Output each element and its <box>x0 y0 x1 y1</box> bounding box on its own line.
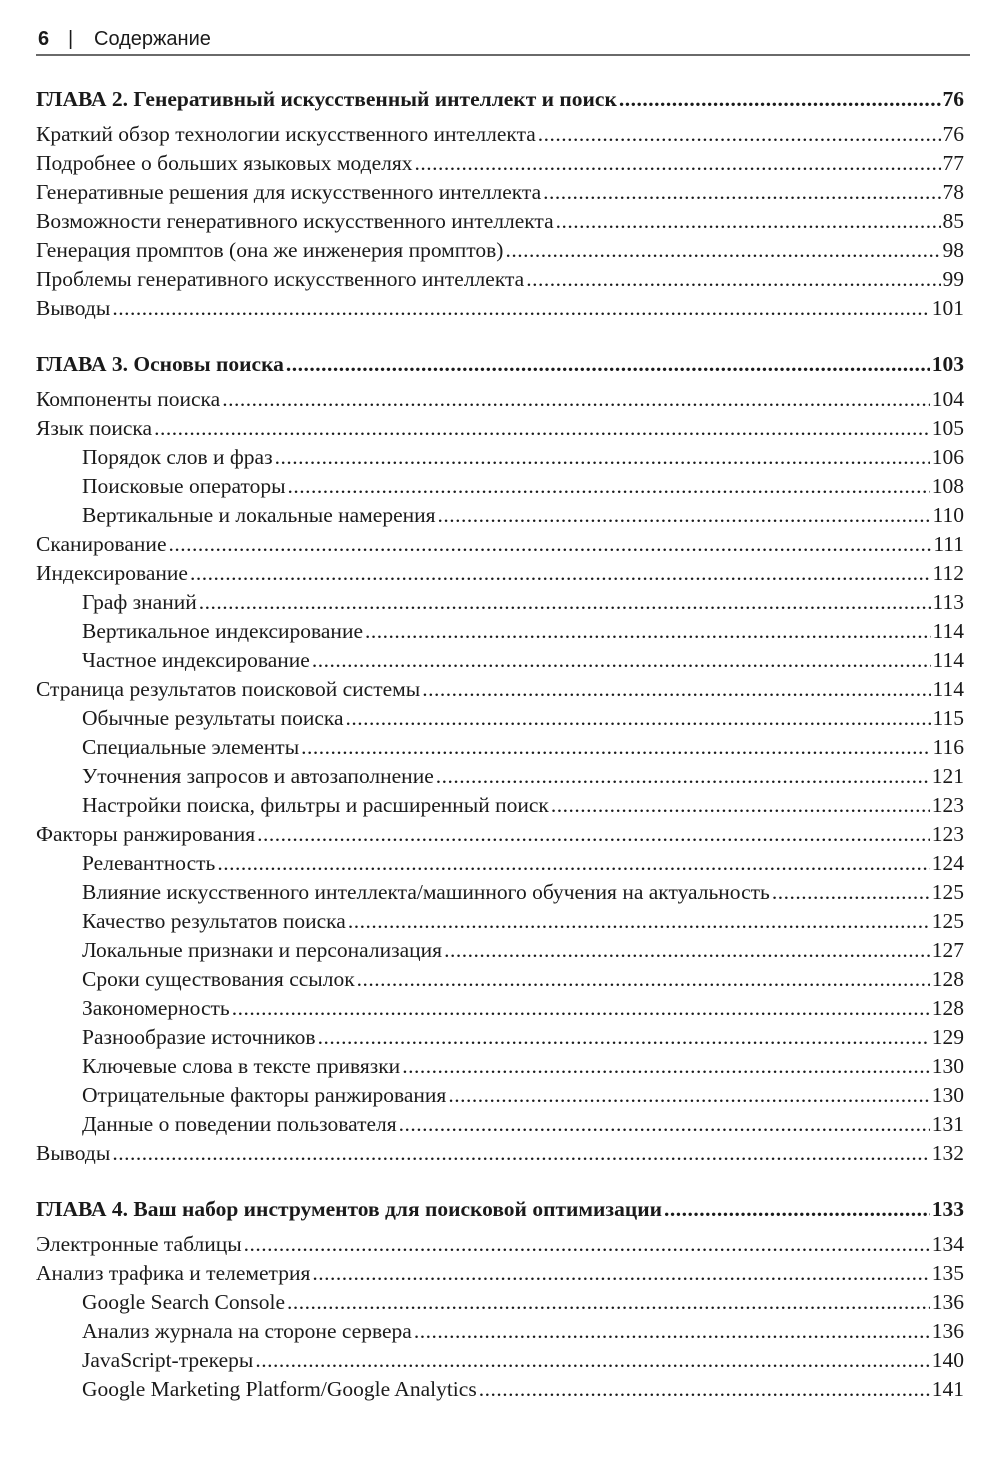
toc-entry-page: 121 <box>931 764 964 788</box>
toc-leader-dots <box>255 1346 929 1375</box>
toc-entry-title: Качество результатов поиска <box>82 909 346 933</box>
toc-entry-title: Вертикальное индексирование <box>82 619 363 643</box>
toc-subentry <box>36 443 964 472</box>
toc-subentry <box>36 1023 964 1052</box>
toc-entry-page: 113 <box>932 590 964 614</box>
toc-leader-dots <box>505 236 940 265</box>
toc-entry-title: Google Search Console <box>82 1290 286 1314</box>
toc-subentry <box>36 472 964 501</box>
toc-entry-title: Данные о поведении пользователя <box>82 1112 397 1136</box>
toc-entry-title: Отрицательные факторы ранжирования <box>82 1083 447 1107</box>
toc-leader-dots <box>257 820 930 849</box>
toc-leader-dots <box>415 149 941 178</box>
toc-entry-page: 106 <box>931 445 964 469</box>
toc-subentry <box>36 762 964 791</box>
toc-leader-dots <box>526 265 940 294</box>
toc-entry-page: 135 <box>931 1261 964 1285</box>
toc-entry-page: 132 <box>931 1141 964 1165</box>
toc-entry-title: Порядок слов и фраз <box>82 445 273 469</box>
toc-entry-page: 129 <box>931 1025 964 1049</box>
toc-entry <box>36 559 964 588</box>
toc-leader-dots <box>402 1052 930 1081</box>
toc-subentry <box>36 733 964 762</box>
toc-leader-dots <box>414 1317 930 1346</box>
toc-leader-dots <box>301 733 930 762</box>
toc-entry-page: 104 <box>931 387 964 411</box>
toc-entry-page: 128 <box>931 996 964 1020</box>
toc-entry-title: Электронные таблицы <box>36 1232 242 1256</box>
toc-entry-page: 78 <box>942 180 964 204</box>
toc-entry-page: 114 <box>932 619 964 643</box>
toc-entry-title: Возможности генеративного искусственного интеллекта <box>36 209 554 233</box>
toc-subentry <box>36 1081 964 1110</box>
toc-entry-title: Настройки поиска, фильтры и расширенный поиск <box>82 793 549 817</box>
toc-entry-title: Уточнения запросов и автозаполнение <box>82 764 434 788</box>
toc-entry-title: Выводы <box>36 296 111 320</box>
toc-entry <box>36 236 964 265</box>
toc-entry-page: 123 <box>931 822 964 846</box>
toc-chapter-page: 76 <box>942 87 964 111</box>
toc-entry-title: Локальные признаки и персонализация <box>82 938 443 962</box>
toc-subentry <box>36 965 964 994</box>
header-rule <box>36 54 970 56</box>
toc-entry-title: JavaScript-трекеры <box>82 1348 254 1372</box>
toc-entry-title: Выводы <box>36 1141 111 1165</box>
toc-entry-title: Граф знаний <box>82 590 197 614</box>
toc-entry <box>36 1139 964 1168</box>
toc-leader-dots <box>346 704 931 733</box>
toc-subentry <box>36 1288 964 1317</box>
table-of-contents <box>36 82 964 1404</box>
toc-entry-page: 136 <box>931 1319 964 1343</box>
toc-entry <box>36 149 964 178</box>
toc-entry-page: 140 <box>931 1348 964 1372</box>
book-page <box>36 28 970 1428</box>
toc-leader-dots <box>448 1081 929 1110</box>
toc-leader-dots <box>112 1139 929 1168</box>
toc-leader-dots <box>538 120 941 149</box>
toc-leader-dots <box>365 617 931 646</box>
toc-leader-dots <box>275 443 930 472</box>
toc-entry-title: Подробнее о больших языковых моделях <box>36 151 413 175</box>
toc-chapter-heading <box>36 82 964 116</box>
toc-entry-page: 76 <box>942 122 964 146</box>
toc-subentry <box>36 878 964 907</box>
toc-entry-title: Индексирование <box>36 561 188 585</box>
toc-subentry <box>36 501 964 530</box>
toc-chapter-title: ГЛАВА 3. Основы поиска <box>36 352 284 376</box>
toc-leader-dots <box>357 965 930 994</box>
toc-entry-title: Google Marketing Platform/Google Analytics <box>82 1377 477 1401</box>
toc-entry-page: 124 <box>931 851 964 875</box>
toc-leader-dots <box>619 82 941 116</box>
toc-entry-page: 115 <box>932 706 964 730</box>
toc-leader-dots <box>217 849 929 878</box>
toc-leader-dots <box>438 501 931 530</box>
toc-subentry <box>36 646 964 675</box>
toc-subentry <box>36 936 964 965</box>
toc-leader-dots <box>422 675 930 704</box>
toc-entry <box>36 294 964 323</box>
toc-entry-page: 111 <box>933 532 964 556</box>
toc-entry <box>36 1230 964 1259</box>
toc-entry-title: Страница результатов поисковой системы <box>36 677 421 701</box>
toc-entry-title: Закономерность <box>82 996 230 1020</box>
toc-entry-page: 125 <box>931 909 964 933</box>
toc-entry-page: 131 <box>931 1112 964 1136</box>
toc-leader-dots <box>112 294 929 323</box>
toc-leader-dots <box>286 347 930 381</box>
toc-chapter-title: ГЛАВА 2. Генеративный искусственный интеллект и поиск <box>36 87 617 111</box>
toc-chapter-page: 103 <box>931 352 964 376</box>
toc-entry-title: Компоненты поиска <box>36 387 221 411</box>
toc-leader-dots <box>318 1023 930 1052</box>
toc-entry <box>36 120 964 149</box>
toc-entry-page: 134 <box>931 1232 964 1256</box>
toc-entry-title: Язык поиска <box>36 416 153 440</box>
toc-subentry <box>36 907 964 936</box>
toc-entry-title: Анализ трафика и телеметрия <box>36 1261 311 1285</box>
toc-entry-title: Специальные элементы <box>82 735 300 759</box>
toc-leader-dots <box>312 646 931 675</box>
toc-subentry <box>36 617 964 646</box>
toc-entry <box>36 207 964 236</box>
toc-entry-title: Поисковые операторы <box>82 474 286 498</box>
toc-entry-title: Проблемы генеративного искусственного интеллекта <box>36 267 525 291</box>
toc-entry-page: 123 <box>931 793 964 817</box>
toc-leader-dots <box>288 472 930 501</box>
toc-leader-dots <box>232 994 930 1023</box>
toc-entry-title: Генерация промптов (она же инженерия промптов) <box>36 238 504 262</box>
toc-chapter-heading <box>36 1192 964 1226</box>
toc-chapter <box>36 82 964 323</box>
toc-entry-page: 114 <box>932 648 964 672</box>
toc-entry-page: 98 <box>942 238 964 262</box>
toc-entry <box>36 178 964 207</box>
toc-entry-title: Сканирование <box>36 532 167 556</box>
toc-leader-dots <box>551 791 930 820</box>
toc-entry-page: 99 <box>942 267 964 291</box>
toc-leader-dots <box>199 588 931 617</box>
toc-entry <box>36 385 964 414</box>
toc-subentry <box>36 1110 964 1139</box>
toc-entry-title: Генеративные решения для искусственного интеллекта <box>36 180 542 204</box>
toc-subentry <box>36 1375 964 1404</box>
toc-leader-dots <box>287 1288 930 1317</box>
toc-chapter-title: ГЛАВА 4. Ваш набор инструментов для поисковой оптимизации <box>36 1197 662 1221</box>
page-number: 6 <box>38 28 50 50</box>
toc-entry-page: 116 <box>932 735 964 759</box>
toc-leader-dots <box>348 907 930 936</box>
toc-entry-page: 136 <box>931 1290 964 1314</box>
toc-entry-page: 127 <box>931 938 964 962</box>
toc-entry-page: 125 <box>931 880 964 904</box>
toc-leader-dots <box>168 530 931 559</box>
toc-leader-dots <box>399 1110 930 1139</box>
toc-entry-title: Сроки существования ссылок <box>82 967 355 991</box>
toc-entry-page: 77 <box>942 151 964 175</box>
toc-entry <box>36 675 964 704</box>
toc-entry-title: Частное индексирование <box>82 648 310 672</box>
toc-leader-dots <box>312 1259 929 1288</box>
toc-entry <box>36 414 964 443</box>
toc-chapter-heading <box>36 347 964 381</box>
toc-chapter-page: 133 <box>931 1197 964 1221</box>
toc-chapter <box>36 1192 964 1404</box>
toc-entry-page: 130 <box>931 1083 964 1107</box>
toc-entry <box>36 265 964 294</box>
toc-entry-title: Обычные результаты поиска <box>82 706 344 730</box>
toc-leader-dots <box>436 762 930 791</box>
toc-subentry <box>36 1346 964 1375</box>
toc-entry-page: 85 <box>942 209 964 233</box>
toc-entry-page: 114 <box>932 677 964 701</box>
toc-leader-dots <box>222 385 930 414</box>
toc-entry-page: 141 <box>931 1377 964 1401</box>
toc-entry-page: 105 <box>931 416 964 440</box>
toc-entry-title: Анализ журнала на стороне сервера <box>82 1319 412 1343</box>
toc-leader-dots <box>190 559 931 588</box>
toc-leader-dots <box>543 178 940 207</box>
toc-entry-page: 128 <box>931 967 964 991</box>
header-separator: | <box>68 28 74 50</box>
toc-leader-dots <box>479 1375 930 1404</box>
toc-entry-page: 108 <box>931 474 964 498</box>
toc-entry-title: Краткий обзор технологии искусственного интеллекта <box>36 122 536 146</box>
toc-entry-title: Влияние искусственного интеллекта/машинного обучения на актуальность <box>82 880 770 904</box>
toc-entry-title: Релевантность <box>82 851 216 875</box>
toc-entry-page: 101 <box>931 296 964 320</box>
toc-subentry <box>36 1052 964 1081</box>
section-title: Содержание <box>94 28 211 50</box>
toc-entry-title: Ключевые слова в тексте привязки <box>82 1054 401 1078</box>
toc-entry-title: Вертикальные и локальные намерения <box>82 503 436 527</box>
toc-entry-title: Разнообразие источников <box>82 1025 316 1049</box>
toc-leader-dots <box>556 207 941 236</box>
toc-leader-dots <box>154 414 930 443</box>
toc-subentry <box>36 704 964 733</box>
toc-leader-dots <box>444 936 930 965</box>
toc-subentry <box>36 1317 964 1346</box>
toc-entry <box>36 530 964 559</box>
running-header <box>36 28 970 54</box>
toc-subentry <box>36 588 964 617</box>
toc-subentry <box>36 994 964 1023</box>
toc-leader-dots <box>772 878 930 907</box>
toc-subentry <box>36 849 964 878</box>
toc-entry-title: Факторы ранжирования <box>36 822 256 846</box>
toc-entry-page: 112 <box>932 561 964 585</box>
toc-leader-dots <box>244 1230 930 1259</box>
toc-leader-dots <box>664 1192 930 1226</box>
toc-entry <box>36 1259 964 1288</box>
toc-chapter <box>36 347 964 1168</box>
toc-entry-page: 130 <box>931 1054 964 1078</box>
toc-entry <box>36 820 964 849</box>
toc-subentry <box>36 791 964 820</box>
toc-entry-page: 110 <box>932 503 964 527</box>
